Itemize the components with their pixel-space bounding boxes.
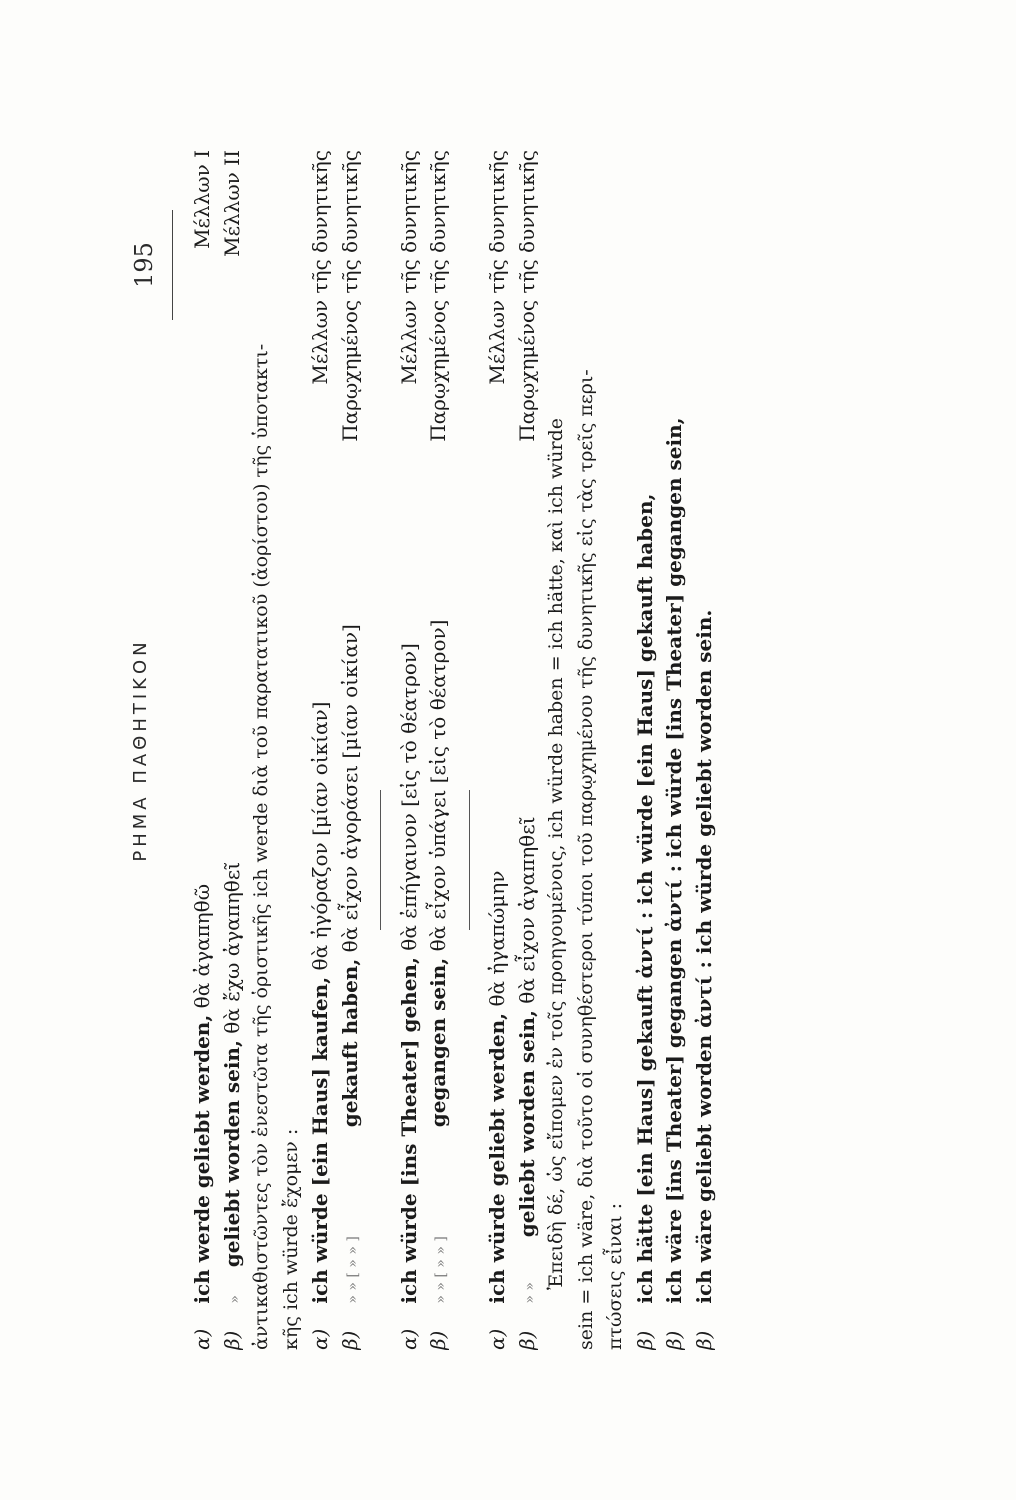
paragraph-line: Ἐπειδὴ δέ, ὡς εἴπομεν ἐν τοῖς προηγουμένοις, ich würde haben = ich hätte, καὶ ich würde	[545, 418, 567, 1290]
german-form: ich werde geliebt werden,	[190, 1014, 214, 1304]
item-marker: β)	[632, 1330, 657, 1350]
greek-translation: θὰ ἠγόραζον [μίαν οἰκίαν]	[308, 701, 332, 971]
greek-translation: θὰ ἔχω ἀγαπηθεῖ	[219, 861, 244, 1034]
german-form: gekauft haben,	[337, 958, 362, 1128]
greek-translation: θὰ εἶχον ἀγαπηθεῖ	[514, 816, 539, 1004]
conjugation-line	[306, 150, 336, 1350]
page-header	[130, 150, 170, 1350]
tense-label: Παρῳχημένος τῆς δυνητικῆς	[337, 150, 362, 442]
page-number: 195	[130, 242, 158, 288]
greek-translation: θὰ εἶχον ἀγοράσει [μίαν οἰκίαν]	[337, 624, 362, 953]
conjugation-line	[395, 150, 425, 1350]
item-marker: α)	[308, 1328, 332, 1350]
german-form: geliebt worden sein,	[514, 1010, 539, 1238]
item-marker: β)	[219, 1330, 244, 1350]
conjugation-line	[424, 150, 454, 1350]
conjugation-line	[188, 150, 218, 1350]
tense-label: Μέλλων τῆς δυνητικῆς	[396, 150, 421, 385]
page-number-rule	[172, 210, 173, 320]
separator-gap	[454, 150, 484, 1350]
german-form: ich würde geliebt werden,	[485, 1012, 509, 1304]
item-marker: β)	[337, 1330, 362, 1350]
german-form: ich hätte [ein Haus] gekauft ἀντί : ich würde [ein Haus] gekauft haben,	[632, 493, 657, 1304]
german-form: ich würde [ins Theater] gehen,	[396, 957, 421, 1304]
ditto-mark: » » [ » » ]	[433, 1236, 449, 1304]
divider-line	[380, 790, 381, 930]
german-form: geliebt worden sein,	[219, 1040, 244, 1268]
item-marker: α)	[190, 1328, 214, 1350]
tense-label: Παρῳχημένος τῆς δυνητικῆς	[514, 150, 539, 442]
paragraph-line: ἀντικαθιστῶντες τὸν ἐνεστῶτα τῆς ὁριστικῆς ich werde διὰ τοῦ παρατατικοῦ (ἀορίστου) τῆς ὑποτακτι-	[250, 343, 272, 1350]
item-marker: α)	[485, 1328, 509, 1350]
conjugation-line	[660, 150, 690, 1350]
paragraph-line: πτώσεις εἶναι :	[604, 1203, 626, 1350]
greek-translation: θὰ ἐπήγαινον [εἰς τὸ θέατρον]	[396, 643, 421, 951]
paragraph-line: κῆς ich würde ἔχομεν :	[279, 1128, 302, 1350]
german-form: ich wäre [ins Theater] gegangen ἀντί : ich würde [ins Theater] gegangen sein,	[662, 417, 686, 1304]
item-marker: β)	[514, 1330, 539, 1350]
conjugation-line	[336, 150, 366, 1350]
conjugation-line	[690, 150, 720, 1350]
conjugation-line	[218, 150, 248, 1350]
german-form: ich wäre geliebt worden ἀντί : ich würde geliebt worden sein.	[691, 609, 716, 1304]
tense-label: Μέλλων τῆς δυνητικῆς	[485, 150, 509, 385]
tense-label: Μέλλων I	[190, 150, 214, 249]
item-marker: β)	[691, 1330, 716, 1350]
running-head: ΡΗΜΑ ΠΑΘΗΤΙΚΟΝ	[130, 638, 151, 862]
tense-label: Μέλλων II	[219, 150, 244, 257]
greek-translation: θὰ ἀγαπηθῶ	[190, 883, 214, 1009]
ditto-mark: » »	[521, 1282, 538, 1304]
conjugation-line	[483, 150, 513, 1350]
conjugation-line	[513, 150, 543, 1350]
item-marker: β)	[426, 1330, 450, 1350]
item-marker: α)	[396, 1328, 421, 1350]
tense-label: Παρῳχημένος τῆς δυνητικῆς	[426, 150, 450, 442]
paragraph-line: sein = ich wäre, διὰ τοῦτο οἱ συνηθέστεροι τύποι τοῦ παρῳχημένου τῆς δυνητικῆς εἰς τὰς τρεῖς περι-	[574, 369, 597, 1350]
german-form: gegangen sein,	[426, 957, 450, 1128]
divider-line	[469, 790, 470, 930]
ditto-mark: » » [ » » ]	[344, 1236, 361, 1304]
conjugation-line	[631, 150, 661, 1350]
item-marker: β)	[662, 1330, 686, 1350]
greek-translation: θὰ εἶχον ὑπάγει [εἰς τὸ θέατρον]	[426, 619, 450, 952]
german-form: ich würde [ein Haus] kaufen,	[308, 976, 332, 1304]
greek-translation: θὰ ἠγαπώμην	[485, 870, 509, 1007]
ditto-mark: »	[226, 1295, 243, 1304]
tense-label: Μέλλων τῆς δυνητικῆς	[308, 150, 332, 385]
separator-gap	[365, 150, 395, 1350]
page-body	[188, 150, 719, 1350]
